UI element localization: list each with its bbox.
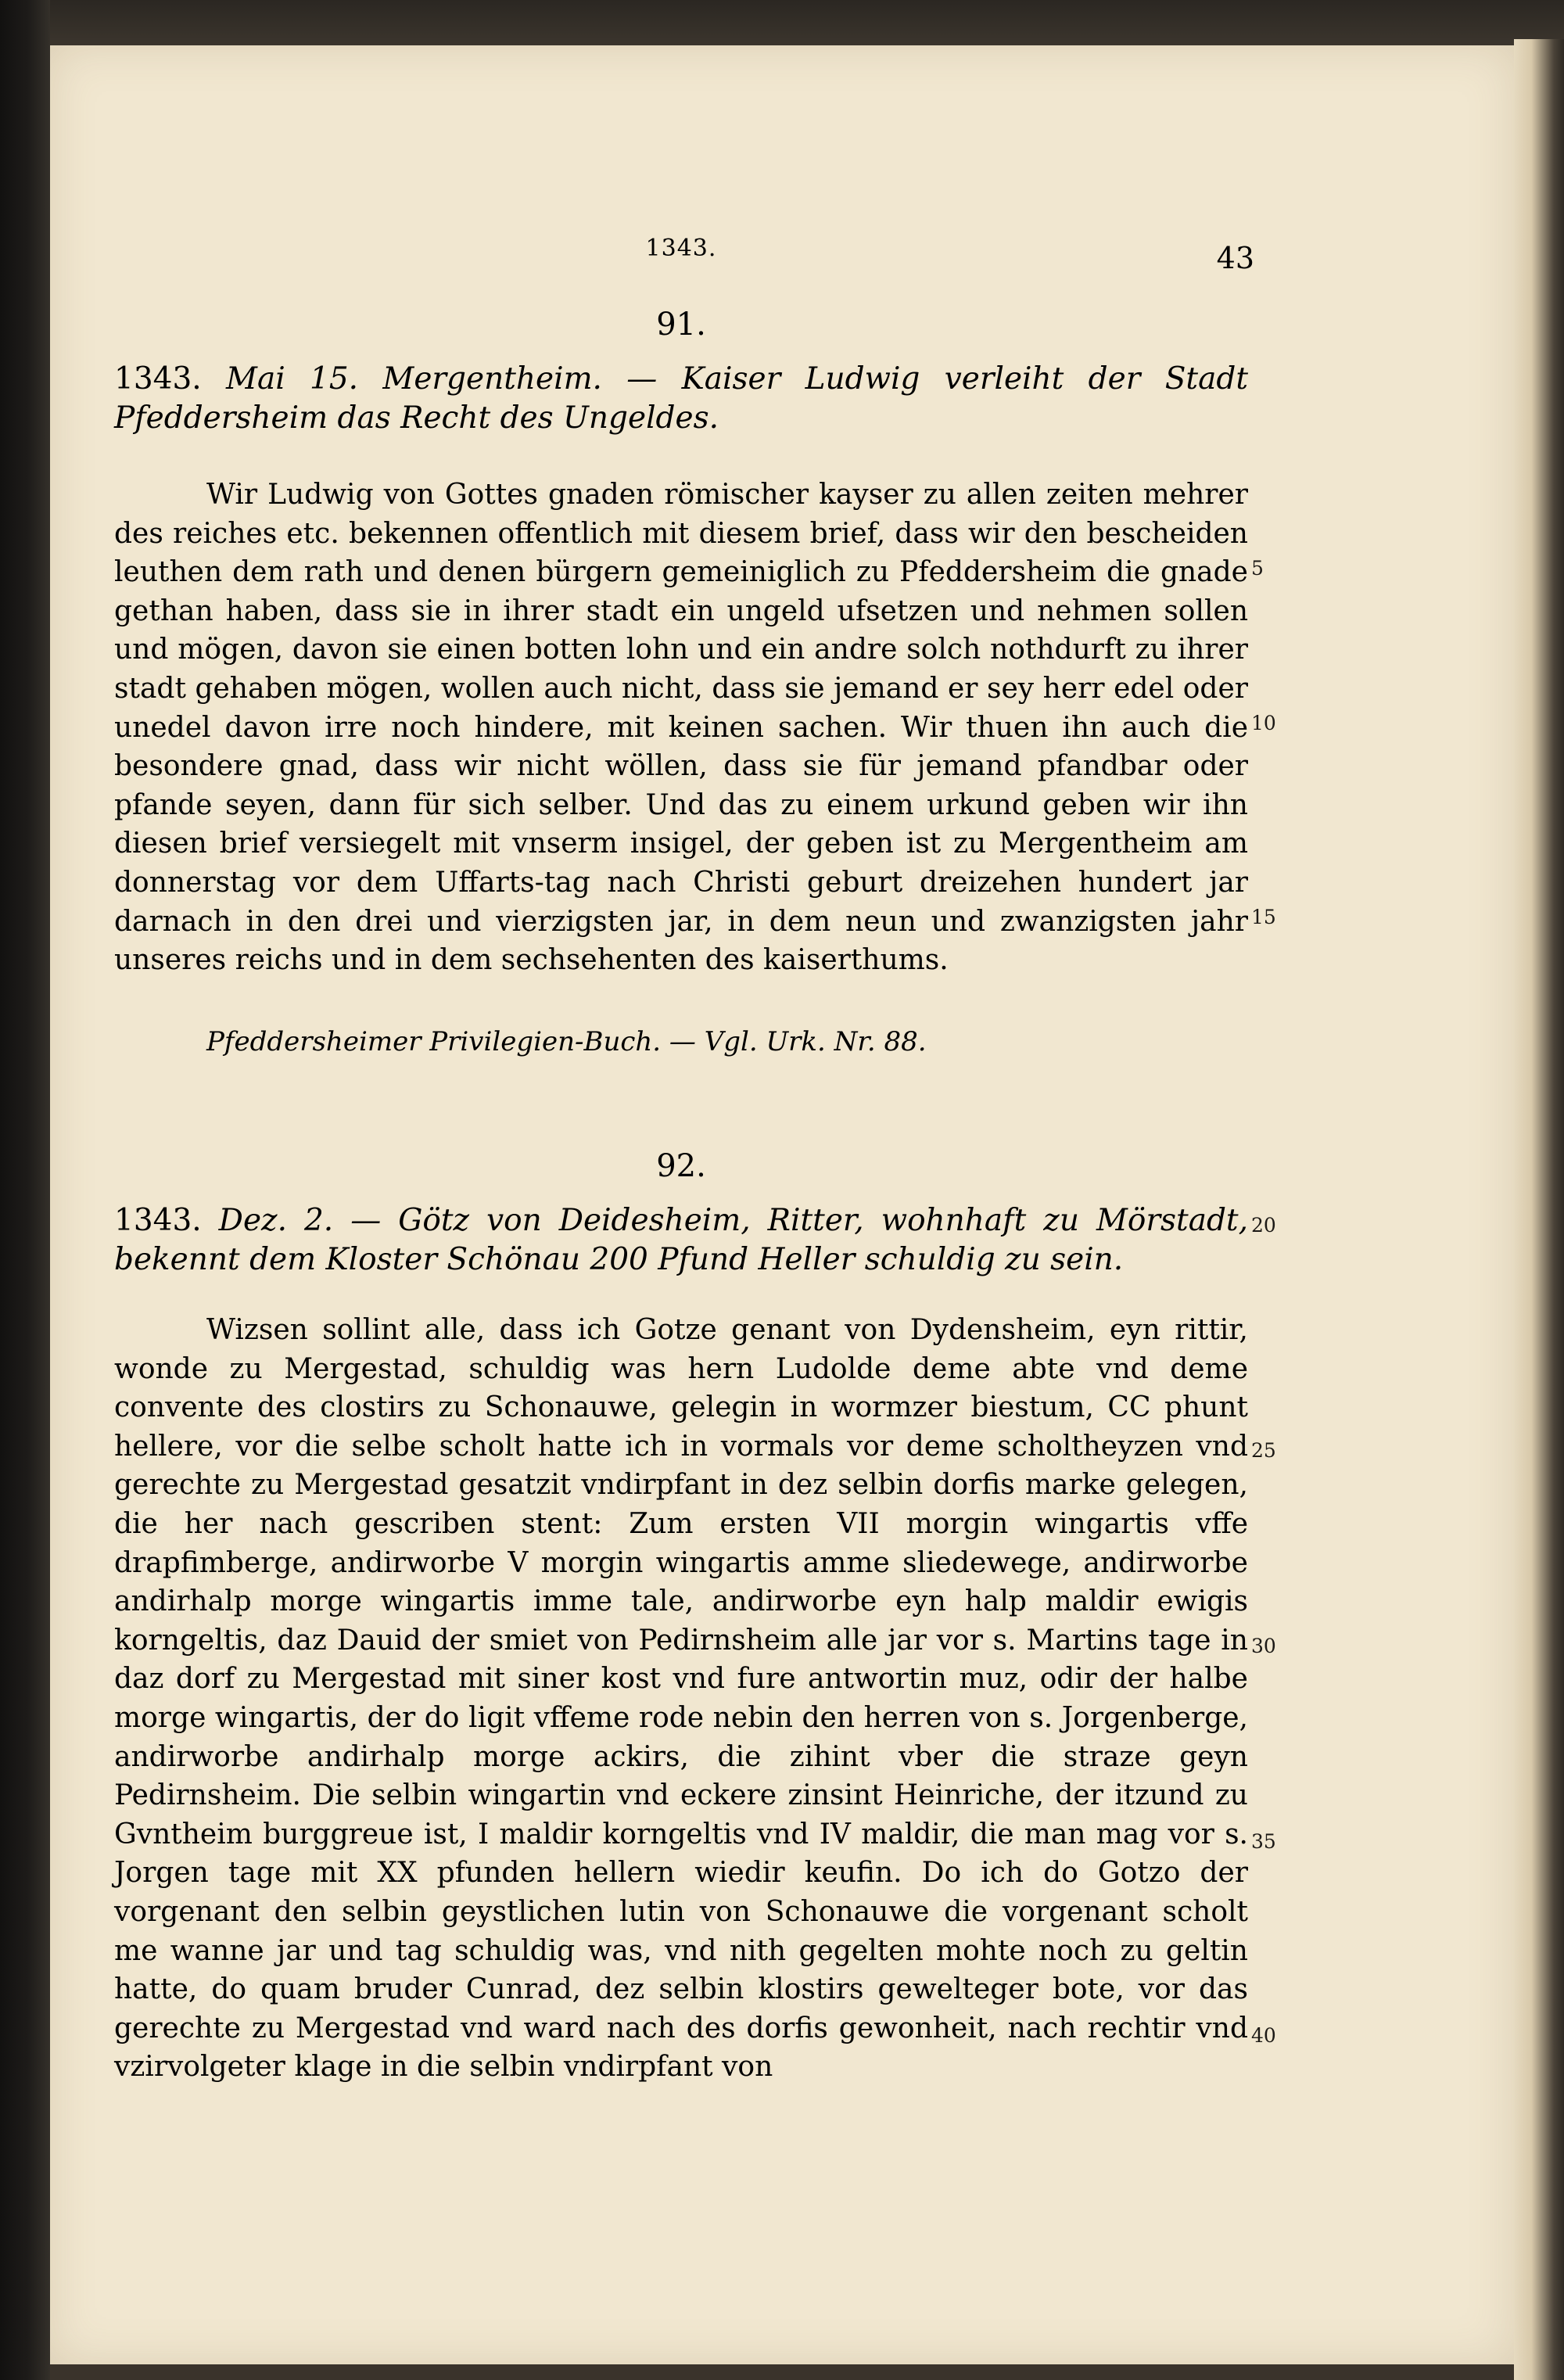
document-text: Wizsen sollint alle, dass ich Gotze genant von Dydensheim, eyn rittir, wonde zu Mergestad, schuldig was hern Ludolde deme abte vnd deme convente des clostirs zu Schonauwe, gelegin in wormzer biestum, CC phunt hellere, vor die selbe scholt hatte ich in vormals vor deme scholtheyzen vnd gerechte zu Mergestad gesatzit vndirpfant in dez selbin dorfis marke gelegen, die her nach gescriben stent: Zum ersten VII morgin wingartis vffe drapfimberge, andirworbe V morgin wingartis amme sliedewege, andirworbe andirhalp morge wingartis imme tale, andirworbe eyn halp maldir ewigis korngeltis, daz Dauid der smiet von Pedirnsheim alle jar vor s. Martins tage in daz dorf zu Mergestad mit siner kost vnd fure antwortin muz, odir der halbe morge wingartis, der do ligit vffeme rode nebin den herren von s. Jorgenberge, andirworbe andirhalp morge ackirs, die zihint vber die straze geyn Pedirnsheim. Die selbin wingartin vnd eckere zinsint Heinriche, der itzund zu Gvntheim burggreue ist, I maldir korngeltis vnd IV maldir, die man mag vor s. Jorgen tage mit XX pfunden hellern wiedir keufin. Do ich do Gotzo der vorgenant den selbin geystlichen lutin von Schonauwe die vorgenant scholt me wanne jar und tag schuldig was, vnd nith gegelten mohte noch zu geltin hatte, do quam bruder Cunrad, dez selbin klostirs gewelteger bote, vor das gerechte zu Mergestad vnd ward nach des dorfis gewonheit, nach rechtir vnd vzirvolgeter klage in die selbin vndirpfant von <box>114 1314 1248 2084</box>
running-head <box>114 235 1254 282</box>
document-text: Wir Ludwig von Gottes gnaden römischer kayser zu allen zeiten mehrer des reiches etc. bekennen offentlich mit diesem brief, dass wir den bescheiden leuthen dem rath und denen bürgern gemeiniglich zu Pfeddersheim die gnade gethan haben, dass sie in ihrer stadt ein ungeld ufsetzen und nehmen sollen und mögen, davon sie einen botten lohn und ein andre solch nothdurft zu ihrer stadt gehaben mögen, wollen auch nicht, dass sie jemand er sey herr edel oder unedel davon irre noch hindere, mit keinen sachen. Wir thuen ihn auch die besondere gnad, dass wir nicht wöllen, dass sie für jemand pfandbar oder pfande seyen, dann für sich selber. Und das zu einem urkund geben wir ihn diesen brief versiegelt mit vnserm insigel, der geben ist zu Mergentheim am donnerstag vor dem Uffarts-tag nach Christi geburt dreizehen hundert jar darnach in den drei und vierzigsten jar, in dem neun und zwanzigsten jahr unseres reichs und in dem sechsehenten des kaiserthums. <box>114 479 1248 977</box>
heading-summary: Dez. 2. — Götz von Deidesheim, Ritter, wohnhaft zu Mörstadt, bekennt dem Kloster Schönau 200 Pfund Heller schuldig zu sein. <box>114 1203 1248 1277</box>
document-body-92 <box>114 1311 1248 2087</box>
line-number: 15 <box>1251 906 1276 928</box>
line-number: 25 <box>1251 1439 1276 1462</box>
line-number: 35 <box>1251 1830 1276 1853</box>
document-number-91: 91. <box>656 307 706 343</box>
line-number: 5 <box>1251 557 1264 580</box>
line-number: 40 <box>1251 2024 1276 2047</box>
document-body-91 <box>114 476 1248 980</box>
running-head-year: 1343. <box>645 235 717 262</box>
book-binding-edge <box>0 0 50 2380</box>
line-number: 20 <box>1251 1214 1276 1237</box>
heading-date: 1343. <box>114 1203 202 1238</box>
scan-top-edge <box>50 0 1564 45</box>
document-heading-92 <box>114 1201 1248 1280</box>
heading-summary: Mai 15. Mergentheim. — Kaiser Ludwig verleiht der Stadt Pfeddersheim das Recht des Ungeldes. <box>114 361 1248 436</box>
line-number: 10 <box>1251 712 1276 734</box>
page-fore-edge <box>1514 39 1564 2380</box>
page-number: 43 <box>1216 241 1254 275</box>
source-note-91: Pfeddersheimer Privilegien-Buch. — Vgl. Urk. Nr. 88. <box>206 1026 927 1057</box>
heading-date: 1343. <box>114 361 202 397</box>
document-heading-91 <box>114 360 1248 438</box>
line-number: 30 <box>1251 1635 1276 1657</box>
document-number-92: 92. <box>656 1148 706 1184</box>
